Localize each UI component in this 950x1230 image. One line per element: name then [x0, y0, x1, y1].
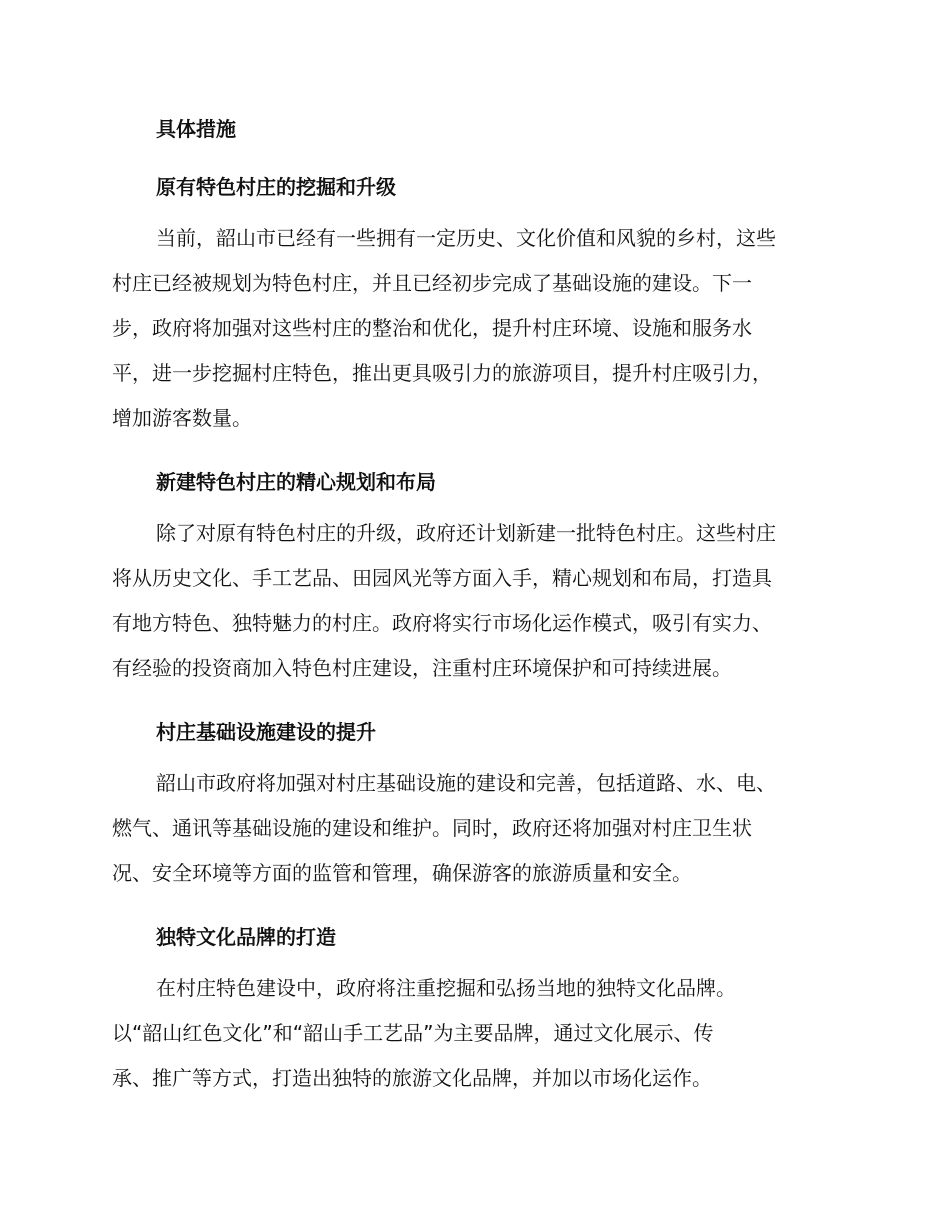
- paragraph-line: 韶山市政府将加强对村庄基础设施的建设和完善，包括道路、水、电、: [156, 771, 776, 795]
- paragraph-line: 平，进一步挖掘村庄特色，推出更具吸引力的旅游项目，提升村庄吸引力，: [112, 361, 772, 385]
- paragraph-line: 当前，韶山市已经有一些拥有一定历史、文化价值和风貌的乡村，这些: [156, 226, 776, 250]
- paragraph-3: [112, 761, 830, 896]
- section-title: 具体措施: [156, 117, 236, 141]
- paragraph-line: 况、安全环境等方面的监管和管理，确保游客的旅游质量和安全。: [112, 861, 692, 885]
- paragraph-line: 除了对原有特色村庄的升级，政府还计划新建一批特色村庄。这些村庄: [156, 521, 776, 545]
- paragraph-line: 以“韶山红色文化”和“韶山手工艺品”为主要品牌，通过文化展示、传: [112, 1021, 714, 1045]
- paragraph-line: 在村庄特色建设中，政府将注重挖掘和弘扬当地的独特文化品牌。: [156, 976, 736, 1000]
- paragraph-line: 增加游客数量。: [112, 406, 252, 430]
- paragraph-2: [112, 511, 830, 691]
- subsection-heading-3: 村庄基础设施建设的提升: [156, 720, 376, 744]
- document-body: [112, 112, 830, 1101]
- paragraph-line: 有经验的投资商加入特色村庄建设，注重村庄环境保护和可持续进展。: [112, 656, 732, 680]
- paragraph-line: 村庄已经被规划为特色村庄，并且已经初步完成了基础设施的建设。下一: [112, 271, 752, 295]
- paragraph-1: [112, 216, 830, 441]
- paragraph-line: 有地方特色、独特魅力的村庄。政府将实行市场化运作模式，吸引有实力、: [112, 611, 772, 635]
- subsection-heading-2: 新建特色村庄的精心规划和布局: [156, 470, 436, 494]
- subsection-heading-1: 原有特色村庄的挖掘和升级: [156, 175, 396, 199]
- subsection-heading-4: 独特文化品牌的打造: [156, 925, 336, 949]
- paragraph-line: 燃气、通讯等基础设施的建设和维护。同时，政府还将加强对村庄卫生状: [112, 816, 752, 840]
- paragraph-4: [112, 966, 830, 1101]
- paragraph-line: 将从历史文化、手工艺品、田园风光等方面入手，精心规划和布局，打造具: [112, 566, 772, 590]
- paragraph-line: 步，政府将加强对这些村庄的整治和优化，提升村庄环境、设施和服务水: [112, 316, 752, 340]
- paragraph-line: 承、推广等方式，打造出独特的旅游文化品牌，并加以市场化运作。: [112, 1066, 712, 1090]
